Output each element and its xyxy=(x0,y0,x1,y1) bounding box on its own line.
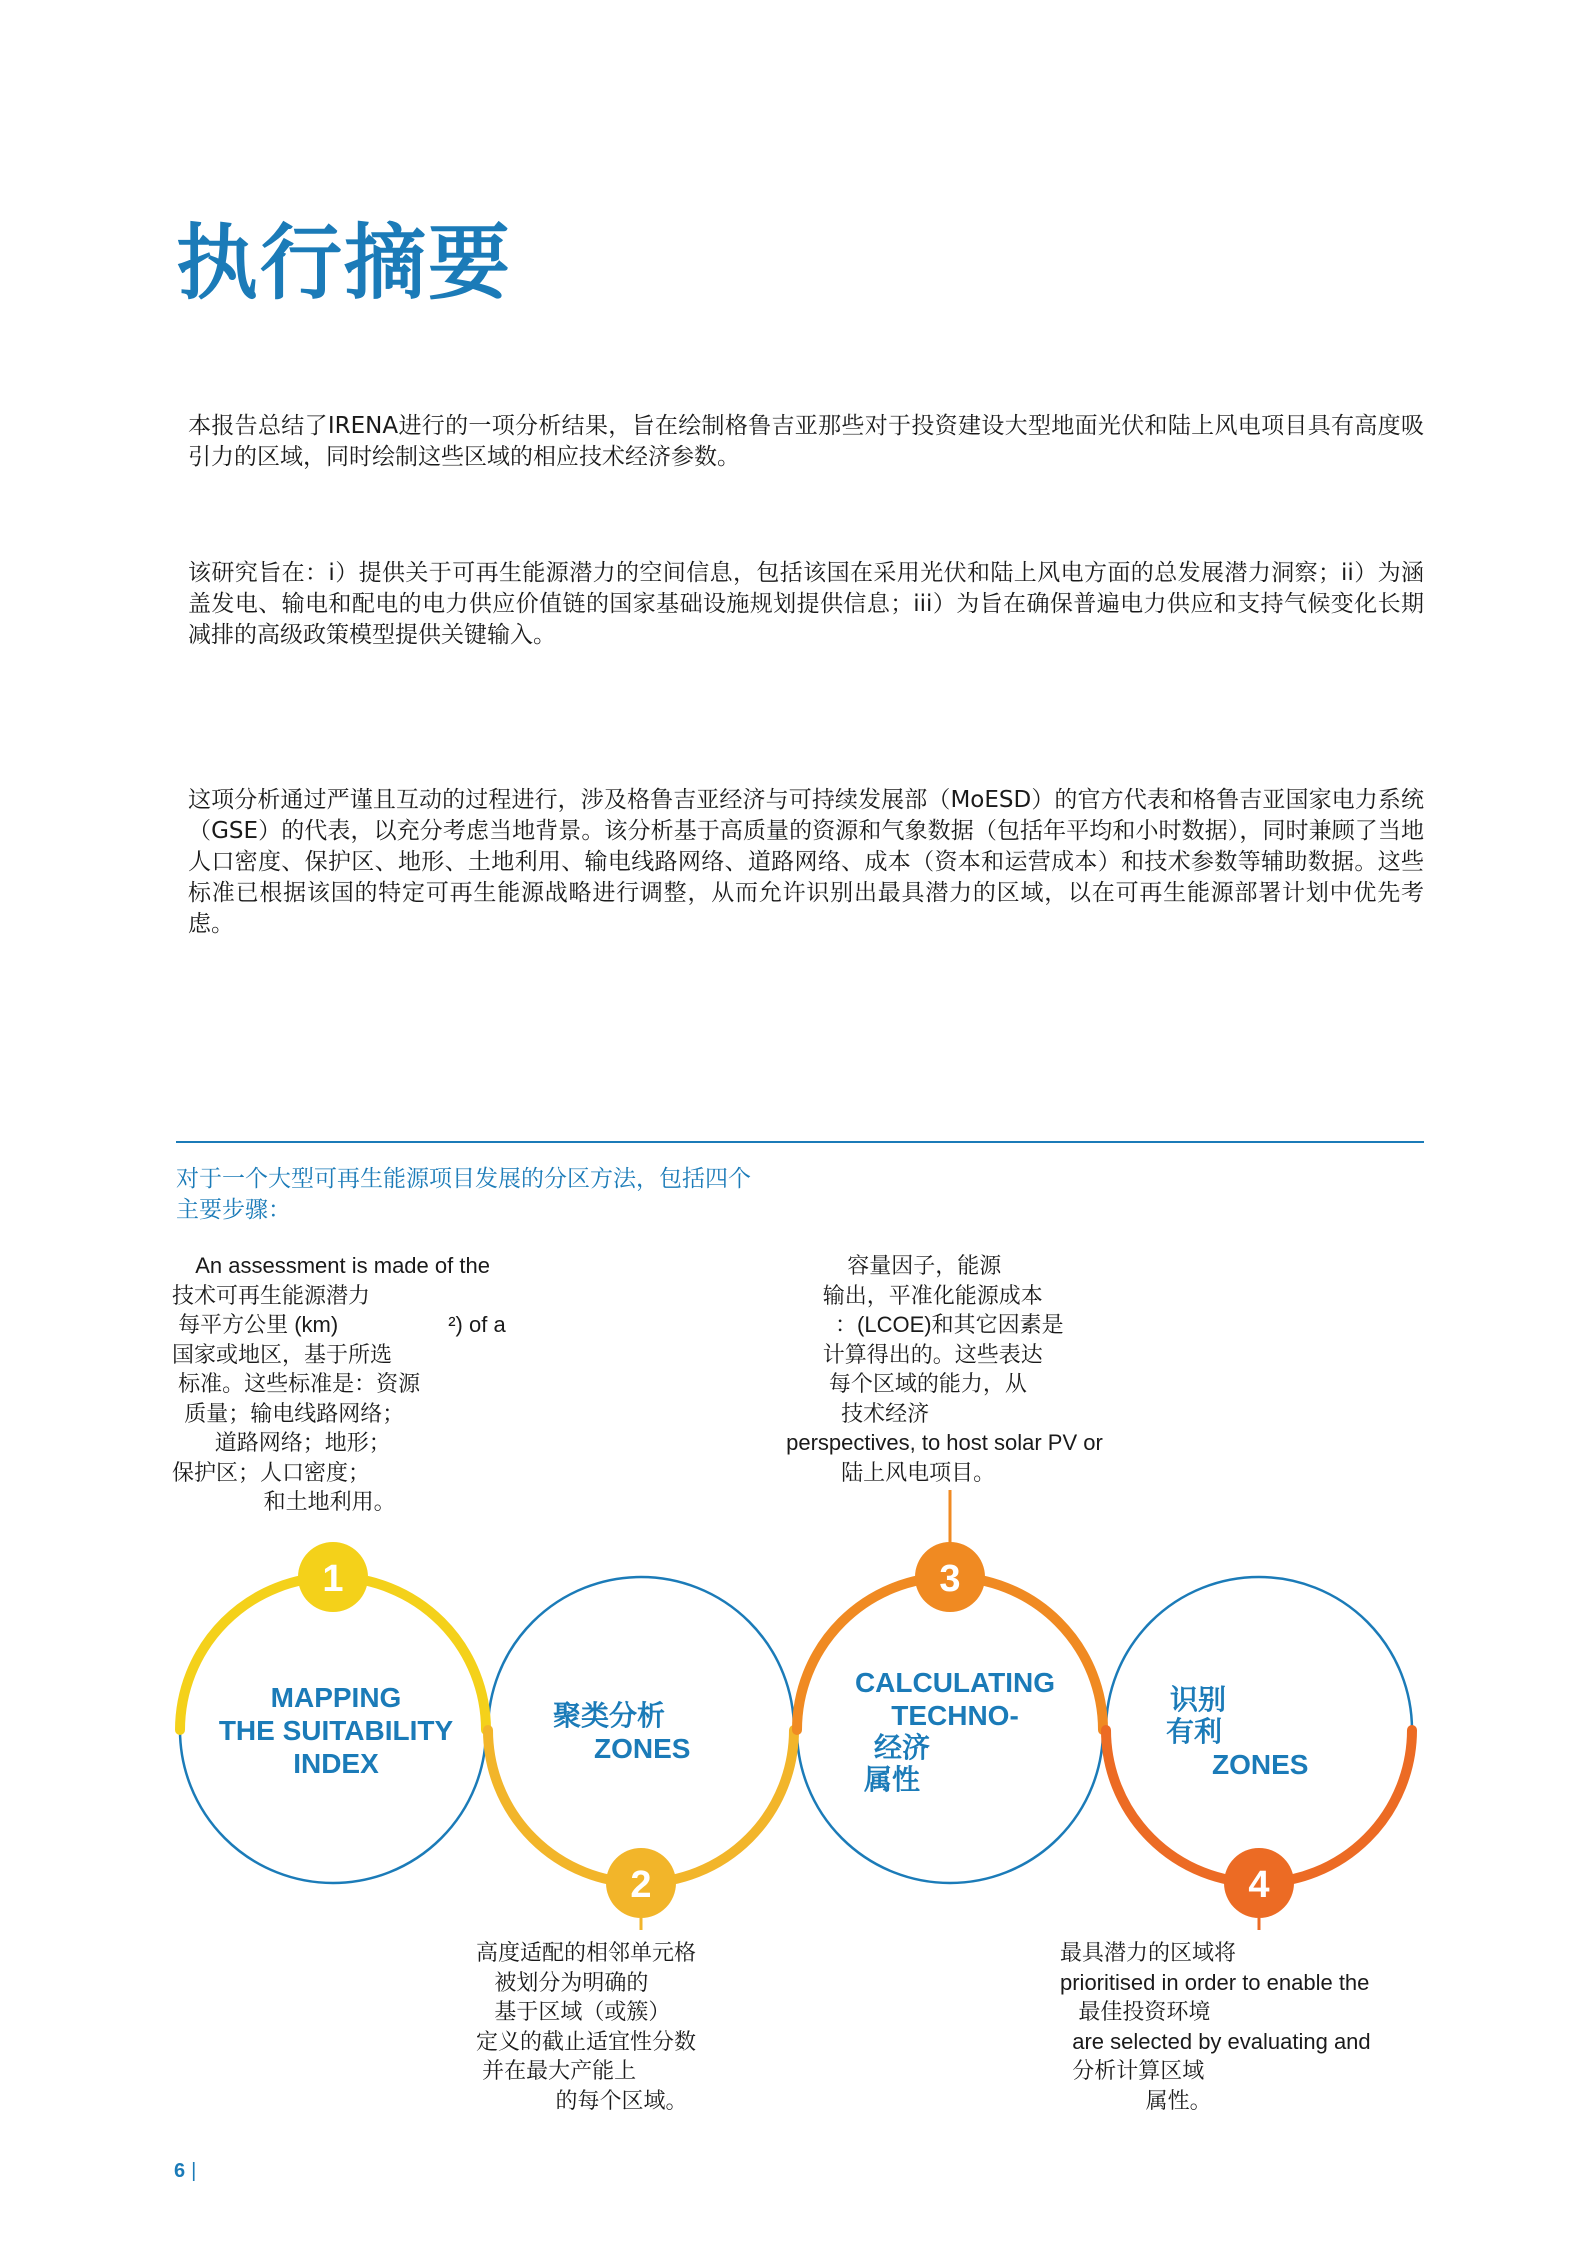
step-4-number: 4 xyxy=(1248,1864,1270,1906)
summary-paragraph-3: 这项分析通过严谨且互动的过程进行，涉及格鲁吉亚经济与可持续发展部（MoESD）的官方代表和格鲁吉亚国家电力系统（GSE）的代表，以充分考虑当地背景。该分析基于高质量的资源和气象数据（包括年平均和小时数据），同时兼顾了当地人口密度、保护区、地形、土地利用、输电线路网络、道路网络、成本（资本和运营成本）和技术参数等辅助数据。这些标准已根据该国的特定可再生能源战略进行调整，从而允许识别出最具潜力的区域，以在可再生能源部署计划中优先考虑。 xyxy=(188,787,1424,937)
step-1-label-line-3: INDEX xyxy=(293,1748,379,1779)
summary-paragraph-1: 本报告总结了IRENA进行的一项分析结果，旨在绘制格鲁吉亚那些对于投资建设大型地面光伏和陆上风电项目具有高度吸引力的区域，同时绘制这些区域的相应技术经济参数。 xyxy=(188,413,1424,470)
step-3-label-line-2: TECHNO- xyxy=(891,1700,1019,1731)
summary-paragraph-2: 该研究旨在：i）提供关于可再生能源潜力的空间信息，包括该国在采用光伏和陆上风电方面的总发展潜力洞察；ii）为涵盖发电、输电和配电的电力供应价值链的国家基础设施规划提供信息；iii）为旨在确保普遍电力供应和支持气候变化长期减排的高级政策模型提供关键输入。 xyxy=(188,560,1424,648)
step-2-description: 高度适配的相邻单元格 被划分为明确的 基于区域（或簇） 定义的截止适宜性分数 并在最大产能上 的每个区域。 xyxy=(476,1940,697,2113)
step-3-label-line-3: 经济 xyxy=(874,1732,931,1763)
steps-heading: 对于一个大型可再生能源项目发展的分区方法，包括四个 主要步骤： xyxy=(176,1165,751,1222)
step-2-label-line-2: ZONES xyxy=(594,1733,691,1764)
step-1-number: 1 xyxy=(322,1558,344,1600)
step-4-label-line-2: 有利 xyxy=(1166,1716,1223,1747)
step-4-label-line-1: 识别 xyxy=(1170,1684,1227,1715)
step-3-label-line-1: CALCULATING xyxy=(854,1667,1056,1698)
step-4-label-line-3: ZONES xyxy=(1212,1749,1309,1780)
step-1-label-line-2: THE SUITABILITY xyxy=(218,1715,454,1746)
page-number: 6 xyxy=(174,2160,186,2182)
page-title: 执行摘要 xyxy=(176,216,513,311)
step-3-description: 容量因子，能源 输出，平准化能源成本 ：(LCOE)和其它因素是 计算得出的。这些表达 每个区域的能力，从 技术经济 perspectives, to host solar PV or 陆上风电项目。 xyxy=(786,1253,1103,1485)
step-4-description: 最具潜力的区域将 prioritised in order to enable the 最佳投资环境 are selected by evaluating and 分析计算区域 属性。 xyxy=(1060,1940,1371,2113)
page-footer xyxy=(174,2160,196,2183)
step-2-number: 2 xyxy=(630,1864,652,1906)
footer-separator: | xyxy=(191,2160,197,2182)
step-1-description: An assessment is made of the 技术可再生能源潜力 每平方公里 (km) ²) of a 国家或地区，基于所选 标准。这些标准是：资源 质量；输电线路网络； 道路网络；地形； 保护区；人口密度； 和土地利用。 xyxy=(172,1253,506,1514)
step-3-label-line-4: 属性 xyxy=(864,1764,921,1795)
step-2-label-line-1: 聚类分析 xyxy=(553,1700,666,1731)
step-1-label-line-1: MAPPING xyxy=(270,1682,402,1713)
step-3-number: 3 xyxy=(939,1558,961,1600)
